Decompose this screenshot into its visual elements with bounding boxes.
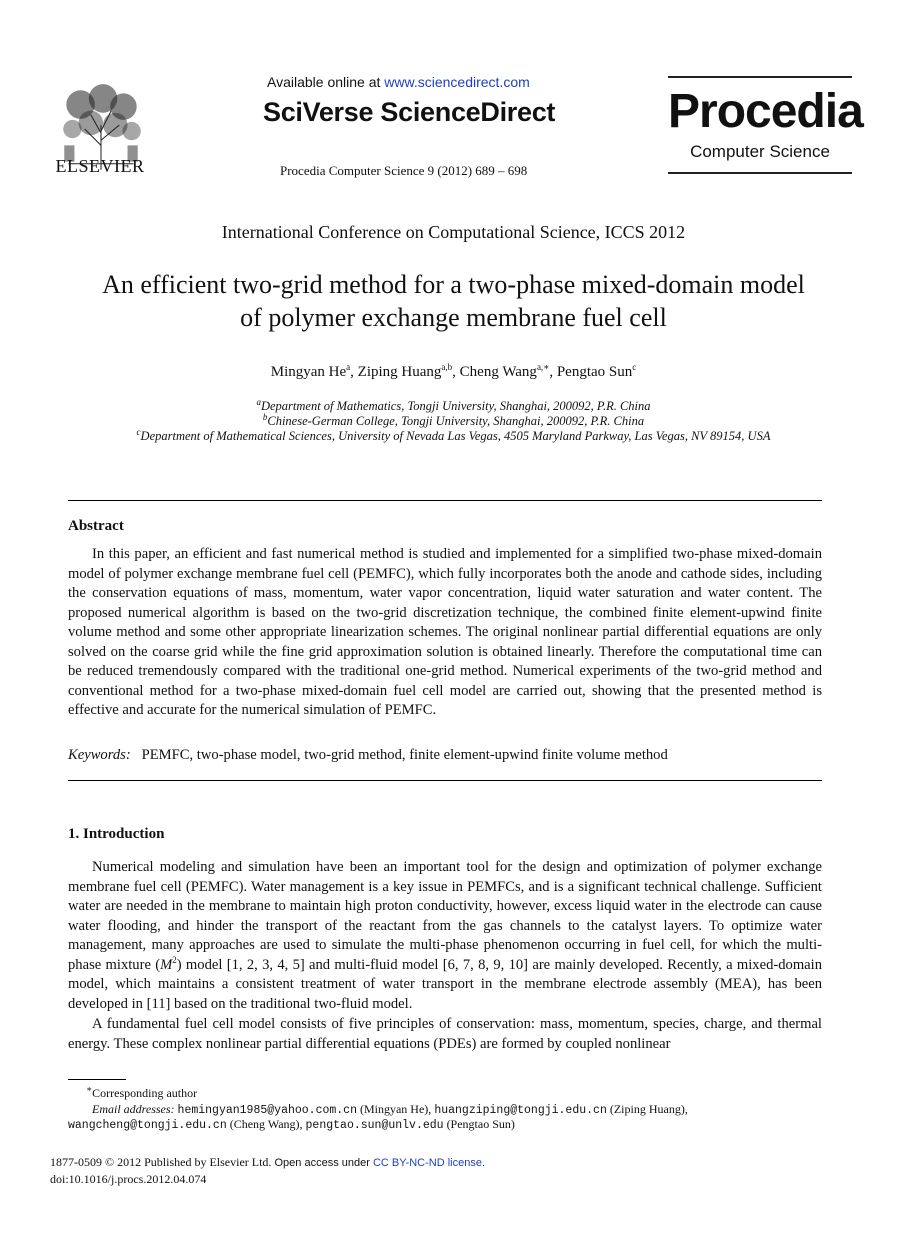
author-list: Mingyan He$^a$, Ziping Huang$^{a,b}$, Cheng Wang$^{a,∗}$, Pengtao Sun$^c$: [270, 362, 637, 380]
author-name: Ziping Huang: [357, 364, 442, 380]
email-address[interactable]: wangcheng@tongji.edu.cn: [68, 1119, 227, 1132]
email-line-2: [68, 1116, 828, 1134]
license-link[interactable]: CC BY-NC-ND license.: [372, 1157, 486, 1169]
paper-title-line-2: of polymer exchange membrane fuel cell: [240, 303, 667, 332]
keywords-label: Keywords:: [68, 747, 131, 763]
intro-p1-text-cont: ) model [1, 2, 3, 4, 5] and multi-fluid model [6, 7, 8, 9, 10] are mainly developed. Recently, a mixed-domain model, which maintains a consistent treatment of water transport in the membrane electrode assembly (MEA), has been developed in [11] based on the traditional two-fluid model.: [68, 956, 822, 1012]
email-owner: (Mingyan He),: [359, 1102, 432, 1116]
author-name: Mingyan He: [270, 364, 347, 380]
doi-line: doi:10.1016/j.procs.2012.04.074: [50, 1172, 207, 1186]
footnote-rule: [68, 1079, 126, 1080]
author-affil-mark: a: [346, 362, 351, 372]
intro-paragraph-2: A fundamental fuel cell model consists of five principles of conservation: mass, momentum, species, charge, and thermal energy. These complex nonlinear partial differential equations (PDEs) are formed by coupled nonlinear: [68, 1016, 822, 1052]
keywords-text: PEMFC, two-phase model, two-grid method, finite element-upwind finite volume method: [141, 747, 668, 763]
procedia-bottom-rule: [668, 172, 852, 174]
available-prefix: Available online at: [267, 74, 385, 90]
intro-p1-text: Numerical modeling and simulation have been an important tool for the design and optimization of polymer exchange membrane fuel cell (PEMFC). Water management is a key issue in PEMFCs, and is a significant technical challenge. Sufficient water are needed in the membrane to maintain high proton conductivity, however, excess liquid water in the electrode can cause water flooding, and hinder the transport of the reactant from the gas channels to the catalyst layers. To optimize water management, many approaches are used to simulate the multi-phase phenomenon occurring in fuel cell, for which the multi-phase mixture (: [68, 859, 822, 973]
available-online-line: [267, 74, 530, 90]
author-affil-mark: a,∗: [536, 362, 550, 372]
publisher-wordmark: ELSEVIER: [55, 156, 145, 176]
author-affil-mark: a,b: [441, 362, 453, 372]
email-address[interactable]: hemingyan1985@yahoo.com.cn: [177, 1104, 357, 1117]
math-exponent: 2: [172, 954, 177, 965]
sciencedirect-link[interactable]: www.sciencedirect.com: [384, 74, 530, 90]
email-address[interactable]: huangziping@tongji.edu.cn: [434, 1104, 607, 1117]
email-owner: (Cheng Wang),: [229, 1117, 303, 1131]
procedia-logo: Procedia: [668, 85, 863, 138]
email-address[interactable]: pengtao.sun@unlv.edu: [305, 1119, 444, 1132]
procedia-top-rule: [668, 76, 852, 78]
affiliation: [0, 396, 907, 414]
abstract-bottom-rule: [68, 780, 822, 781]
abstract-text: In this paper, an efficient and fast numerical method is studied and implemented for a simplified two-phase mixed-domain model of polymer exchange membrane fuel cell (PEMFC), which fully incorporates both the anode and cathode sides, including the conservation equations of mass, momentum, water vapor concentration, liquid water saturation and water content. The proposed numerical algorithm is based on the two-grid discretization technique, the combined finite element-upwind finite volume method and some other appropriate linearization schemes. The original nonlinear partial differential equations are only solved on the coarse grid while the fine grid approximation solution is obtained linearly. Therefore the computational time can be reduced tremendously compared with the traditional one-grid method. Numerical experiments of the two-grid method and conventional method for a two-phase mixed-domain fuel cell model are carried out, showing that the presented method is effective and accurate for the numerical simulation of PEMFC.: [68, 546, 822, 718]
affiliation-mark: a: [256, 396, 261, 407]
affiliation-mark: b: [262, 411, 268, 422]
footnote-marker: ∗: [86, 1084, 93, 1094]
email-label: Email addresses:: [92, 1102, 175, 1116]
intro-paragraph-1: [68, 858, 822, 1014]
paper-title: [40, 268, 867, 334]
copyright-line: [50, 1155, 485, 1170]
open-access-text: Open access under: [271, 1157, 373, 1169]
affiliation-text: Chinese-German College, Tongji University, Shanghai, 200092, P.R. China: [267, 414, 645, 428]
procedia-subtitle: Computer Science: [690, 142, 830, 161]
email-owner: (Ziping Huang),: [609, 1102, 688, 1116]
author-affil-mark: c: [632, 362, 637, 372]
math-symbol: M: [160, 956, 173, 973]
corresponding-label: Corresponding author: [92, 1086, 198, 1100]
affiliation-text: Department of Mathematical Sciences, University of Nevada Las Vegas, 4505 Maryland Parkway, Las Vegas, NV 89154, USA: [140, 429, 771, 443]
email-owner: (Pengtao Sun): [446, 1117, 515, 1131]
abstract-heading: Abstract: [68, 518, 124, 534]
affiliation-mark: c: [136, 426, 141, 437]
affiliation-text: Department of Mathematics, Tongji University, Shanghai, 200092, P.R. China: [260, 399, 651, 413]
keywords-line: [68, 747, 668, 764]
issn-copyright: 1877-0509 © 2012 Published by Elsevier Ltd.: [50, 1155, 272, 1169]
abstract-top-rule: [68, 500, 822, 501]
journal-reference: Procedia Computer Science 9 (2012) 689 – 698: [280, 163, 528, 178]
affiliation: [0, 426, 907, 444]
section-heading: 1. Introduction: [68, 826, 165, 842]
sciverse-logo: SciVerse ScienceDirect: [263, 97, 556, 127]
conference-name: International Conference on Computational Science, ICCS 2012: [221, 222, 686, 242]
paper-title-line-1: An efficient two-grid method for a two-phase mixed-domain model: [102, 270, 805, 299]
author-name: Pengtao Sun: [556, 364, 633, 380]
corresponding-author-note: [86, 1085, 846, 1101]
author-name: Cheng Wang: [459, 364, 537, 380]
